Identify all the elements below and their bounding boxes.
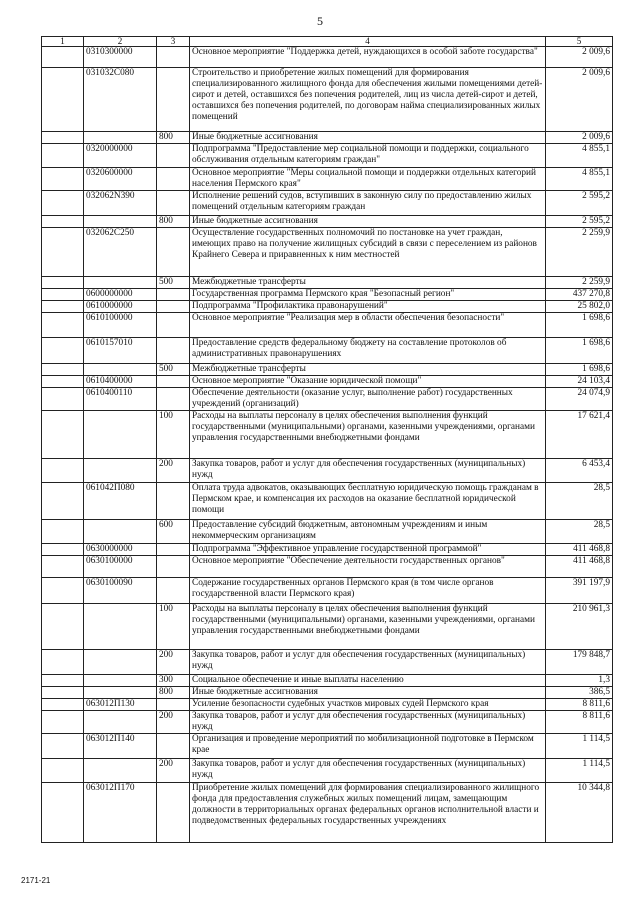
- cell-target-code: 0320600000: [84, 168, 157, 191]
- table-row: [42, 364, 613, 376]
- cell-amount: 391 197,9: [546, 578, 613, 604]
- column-header-5: 5: [546, 37, 613, 47]
- cell-blank: [42, 228, 84, 277]
- cell-name: Основное мероприятие "Реализация мер в области обеспечения безопасности": [190, 313, 546, 338]
- cell-amount: 10 344,8: [546, 783, 613, 843]
- cell-blank: [42, 604, 84, 650]
- table-row: [42, 650, 613, 675]
- cell-expense-type: [157, 578, 190, 604]
- cell-expense-type: [157, 783, 190, 843]
- table-row: [42, 578, 613, 604]
- cell-expense-type: 200: [157, 650, 190, 675]
- cell-amount: 1 114,5: [546, 759, 613, 783]
- table-row: [42, 388, 613, 411]
- cell-expense-type: [157, 483, 190, 520]
- cell-blank: [42, 459, 84, 483]
- cell-name: Предоставление субсидий бюджетным, автономным учреждениям и иным некоммерческим организациям: [190, 520, 546, 544]
- cell-amount: 1,3: [546, 675, 613, 687]
- cell-target-code: 0630100000: [84, 556, 157, 578]
- cell-expense-type: [157, 388, 190, 411]
- cell-blank: [42, 68, 84, 132]
- cell-name: Межбюджетные трансферты: [190, 364, 546, 376]
- cell-name: Закупка товаров, работ и услуг для обеспечения государственных (муниципальных) нужд: [190, 650, 546, 675]
- cell-expense-type: 800: [157, 216, 190, 228]
- table-row: [42, 168, 613, 191]
- cell-name: Расходы на выплаты персоналу в целях обеспечения выполнения функций государственными (муниципальными) органами, казенными учреждениями, органами управления государственными внебюджетными фондами: [190, 411, 546, 459]
- cell-expense-type: [157, 376, 190, 388]
- cell-amount: 2 009,6: [546, 68, 613, 132]
- cell-expense-type: [157, 734, 190, 759]
- cell-target-code: 0320000000: [84, 144, 157, 168]
- cell-target-code: [84, 711, 157, 734]
- cell-expense-type: 500: [157, 364, 190, 376]
- cell-amount: 8 811,6: [546, 711, 613, 734]
- cell-amount: 2 595,2: [546, 191, 613, 216]
- column-header-2: 2: [84, 37, 157, 47]
- cell-expense-type: [157, 556, 190, 578]
- cell-target-code: 0610000000: [84, 301, 157, 313]
- cell-target-code: 0610100000: [84, 313, 157, 338]
- cell-expense-type: [157, 313, 190, 338]
- table-row: [42, 47, 613, 68]
- cell-expense-type: 200: [157, 711, 190, 734]
- cell-target-code: 0600000000: [84, 289, 157, 301]
- cell-amount: 1 698,6: [546, 364, 613, 376]
- cell-expense-type: [157, 144, 190, 168]
- cell-amount: 2 259,9: [546, 277, 613, 289]
- cell-amount: 411 468,8: [546, 544, 613, 556]
- cell-blank: [42, 578, 84, 604]
- cell-amount: 4 855,1: [546, 144, 613, 168]
- table-row: [42, 338, 613, 364]
- cell-blank: [42, 520, 84, 544]
- cell-blank: [42, 734, 84, 759]
- cell-expense-type: [157, 191, 190, 216]
- cell-blank: [42, 687, 84, 699]
- cell-amount: 6 453,4: [546, 459, 613, 483]
- cell-expense-type: 500: [157, 277, 190, 289]
- cell-blank: [42, 168, 84, 191]
- cell-name: Социальное обеспечение и иные выплаты населению: [190, 675, 546, 687]
- cell-blank: [42, 364, 84, 376]
- table-row: [42, 277, 613, 289]
- cell-expense-type: [157, 338, 190, 364]
- cell-expense-type: [157, 699, 190, 711]
- cell-name: Предоставление средств федеральному бюджету на составление протоколов об административных правонарушениях: [190, 338, 546, 364]
- cell-target-code: 0630000000: [84, 544, 157, 556]
- cell-target-code: 0610157010: [84, 338, 157, 364]
- cell-expense-type: 800: [157, 687, 190, 699]
- cell-amount: 1 114,5: [546, 734, 613, 759]
- table-row: [42, 556, 613, 578]
- cell-target-code: 063012П140: [84, 734, 157, 759]
- cell-amount: 17 621,4: [546, 411, 613, 459]
- cell-blank: [42, 313, 84, 338]
- cell-name: Подпрограмма "Эффективное управление государственной программой": [190, 544, 546, 556]
- cell-amount: 1 698,6: [546, 313, 613, 338]
- cell-target-code: 032062N390: [84, 191, 157, 216]
- table-row: [42, 191, 613, 216]
- cell-name: Иные бюджетные ассигнования: [190, 132, 546, 144]
- table-row: [42, 699, 613, 711]
- budget-table: [41, 36, 613, 843]
- cell-blank: [42, 289, 84, 301]
- table-body: [42, 47, 613, 843]
- cell-amount: 386,5: [546, 687, 613, 699]
- table-row: [42, 734, 613, 759]
- cell-target-code: 031032С080: [84, 68, 157, 132]
- table-row: [42, 216, 613, 228]
- cell-target-code: [84, 411, 157, 459]
- cell-blank: [42, 783, 84, 843]
- cell-name: Основное мероприятие "Обеспечение деятельности государственных органов": [190, 556, 546, 578]
- cell-target-code: [84, 216, 157, 228]
- cell-name: Приобретение жилых помещений для формирования специализированного жилищного фонда для предоставления служебных жилых помещений лицам, замещающим должности в территориальных органах федеральных органов исполнительной власти и подведомственных федеральных государственных учреждениях: [190, 783, 546, 843]
- cell-target-code: 032062С250: [84, 228, 157, 277]
- cell-blank: [42, 711, 84, 734]
- cell-target-code: [84, 604, 157, 650]
- cell-blank: [42, 411, 84, 459]
- cell-blank: [42, 544, 84, 556]
- cell-target-code: 063012П130: [84, 699, 157, 711]
- cell-target-code: 0310300000: [84, 47, 157, 68]
- table-row: [42, 289, 613, 301]
- cell-expense-type: 600: [157, 520, 190, 544]
- cell-amount: 25 802,0: [546, 301, 613, 313]
- cell-name: Подпрограмма "Профилактика правонарушений": [190, 301, 546, 313]
- cell-name: Государственная программа Пермского края "Безопасный регион": [190, 289, 546, 301]
- cell-expense-type: [157, 289, 190, 301]
- cell-amount: 24 074,9: [546, 388, 613, 411]
- cell-name: Исполнение решений судов, вступивших в законную силу по предоставлению жилых помещений отдельным категориям граждан: [190, 191, 546, 216]
- cell-amount: 437 270,8: [546, 289, 613, 301]
- cell-target-code: [84, 277, 157, 289]
- cell-target-code: [84, 520, 157, 544]
- cell-name: Закупка товаров, работ и услуг для обеспечения государственных (муниципальных) нужд: [190, 459, 546, 483]
- cell-blank: [42, 556, 84, 578]
- cell-amount: 2 009,6: [546, 47, 613, 68]
- cell-name: Основное мероприятие "Оказание юридической помощи": [190, 376, 546, 388]
- table-row: [42, 411, 613, 459]
- table-row: [42, 675, 613, 687]
- cell-blank: [42, 650, 84, 675]
- cell-name: Оплата труда адвокатов, оказывающих бесплатную юридическую помощь гражданам в Пермском крае, и компенсация их расходов на оказание бесплатной юридической помощи: [190, 483, 546, 520]
- table-row: [42, 301, 613, 313]
- table-row: [42, 376, 613, 388]
- table-row: [42, 687, 613, 699]
- cell-blank: [42, 699, 84, 711]
- cell-amount: 4 855,1: [546, 168, 613, 191]
- cell-blank: [42, 675, 84, 687]
- table-row: [42, 68, 613, 132]
- cell-target-code: [84, 687, 157, 699]
- cell-blank: [42, 216, 84, 228]
- cell-target-code: [84, 459, 157, 483]
- cell-expense-type: 200: [157, 459, 190, 483]
- cell-name: Межбюджетные трансферты: [190, 277, 546, 289]
- cell-target-code: 0610400110: [84, 388, 157, 411]
- cell-blank: [42, 144, 84, 168]
- table-header-row: [42, 37, 613, 47]
- cell-name: Расходы на выплаты персоналу в целях обеспечения выполнения функций государственными (муниципальными) органами, казенными учреждениями, органами управления государственными внебюджетными фондами: [190, 604, 546, 650]
- cell-expense-type: 100: [157, 604, 190, 650]
- cell-expense-type: 300: [157, 675, 190, 687]
- cell-target-code: 061042П080: [84, 483, 157, 520]
- cell-blank: [42, 759, 84, 783]
- cell-blank: [42, 132, 84, 144]
- table-row: [42, 144, 613, 168]
- table-row: [42, 313, 613, 338]
- table-row: [42, 759, 613, 783]
- table-row: [42, 132, 613, 144]
- cell-name: Обеспечение деятельности (оказание услуг, выполнение работ) государственных учреждений (организаций): [190, 388, 546, 411]
- cell-name: Иные бюджетные ассигнования: [190, 687, 546, 699]
- cell-amount: 8 811,6: [546, 699, 613, 711]
- column-header-4: 4: [190, 37, 546, 47]
- cell-expense-type: 100: [157, 411, 190, 459]
- cell-blank: [42, 191, 84, 216]
- cell-amount: 179 848,7: [546, 650, 613, 675]
- page-number: 5: [317, 14, 323, 28]
- cell-target-code: [84, 132, 157, 144]
- cell-name: Основное мероприятие "Меры социальной помощи и поддержки отдельных категорий населения Пермского края": [190, 168, 546, 191]
- table-row: [42, 483, 613, 520]
- cell-blank: [42, 301, 84, 313]
- cell-expense-type: [157, 228, 190, 277]
- cell-expense-type: 800: [157, 132, 190, 144]
- cell-name: Усиление безопасности судебных участков мировых судей Пермского края: [190, 699, 546, 711]
- cell-expense-type: 200: [157, 759, 190, 783]
- cell-blank: [42, 388, 84, 411]
- cell-target-code: 063012П170: [84, 783, 157, 843]
- cell-amount: 2 259,9: [546, 228, 613, 277]
- cell-blank: [42, 277, 84, 289]
- table-row: [42, 228, 613, 277]
- column-header-3: 3: [157, 37, 190, 47]
- cell-amount: 2 595,2: [546, 216, 613, 228]
- cell-name: Закупка товаров, работ и услуг для обеспечения государственных (муниципальных) нужд: [190, 711, 546, 734]
- table-row: [42, 520, 613, 544]
- document-code: 2171-21: [21, 876, 51, 885]
- table-row: [42, 783, 613, 843]
- cell-target-code: [84, 650, 157, 675]
- column-header-1: 1: [42, 37, 84, 47]
- cell-amount: 2 009,6: [546, 132, 613, 144]
- cell-name: Основное мероприятие "Поддержка детей, нуждающихся в особой заботе государства": [190, 47, 546, 68]
- cell-name: Закупка товаров, работ и услуг для обеспечения государственных (муниципальных) нужд: [190, 759, 546, 783]
- cell-expense-type: [157, 168, 190, 191]
- cell-name: Организация и проведение мероприятий по мобилизационной подготовке в Пермском крае: [190, 734, 546, 759]
- cell-blank: [42, 47, 84, 68]
- cell-amount: 210 961,3: [546, 604, 613, 650]
- cell-name: Иные бюджетные ассигнования: [190, 216, 546, 228]
- cell-amount: 28,5: [546, 483, 613, 520]
- cell-target-code: [84, 364, 157, 376]
- cell-target-code: [84, 759, 157, 783]
- cell-name: Содержание государственных органов Пермского края (в том числе органов государственной власти Пермского края): [190, 578, 546, 604]
- cell-target-code: [84, 675, 157, 687]
- table-row: [42, 604, 613, 650]
- table-row: [42, 711, 613, 734]
- cell-amount: 1 698,6: [546, 338, 613, 364]
- table-row: [42, 544, 613, 556]
- cell-name: Осуществление государственных полномочий по постановке на учет граждан, имеющих право на получение жилищных субсидий в связи с переселением из районов Крайнего Севера и приравненных к ним местностей: [190, 228, 546, 277]
- cell-blank: [42, 483, 84, 520]
- cell-target-code: 0610400000: [84, 376, 157, 388]
- cell-amount: 411 468,8: [546, 556, 613, 578]
- cell-name: Строительство и приобретение жилых помещений для формирования специализированного жилищного фонда для обеспечения жилыми помещениями детей-сирот и детей, оставшихся без попечения родителей, лиц из числа детей-сирот и детей, оставшихся без попечения родителей, по договорам найма специализированных жилых помещений: [190, 68, 546, 132]
- table-row: [42, 459, 613, 483]
- cell-expense-type: [157, 68, 190, 132]
- cell-expense-type: [157, 544, 190, 556]
- cell-name: Подпрограмма "Предоставление мер социальной помощи и поддержки, социального обслуживания отдельным категориям граждан": [190, 144, 546, 168]
- cell-blank: [42, 338, 84, 364]
- cell-expense-type: [157, 47, 190, 68]
- cell-expense-type: [157, 301, 190, 313]
- cell-amount: 28,5: [546, 520, 613, 544]
- cell-target-code: 0630100090: [84, 578, 157, 604]
- cell-amount: 24 103,4: [546, 376, 613, 388]
- cell-blank: [42, 376, 84, 388]
